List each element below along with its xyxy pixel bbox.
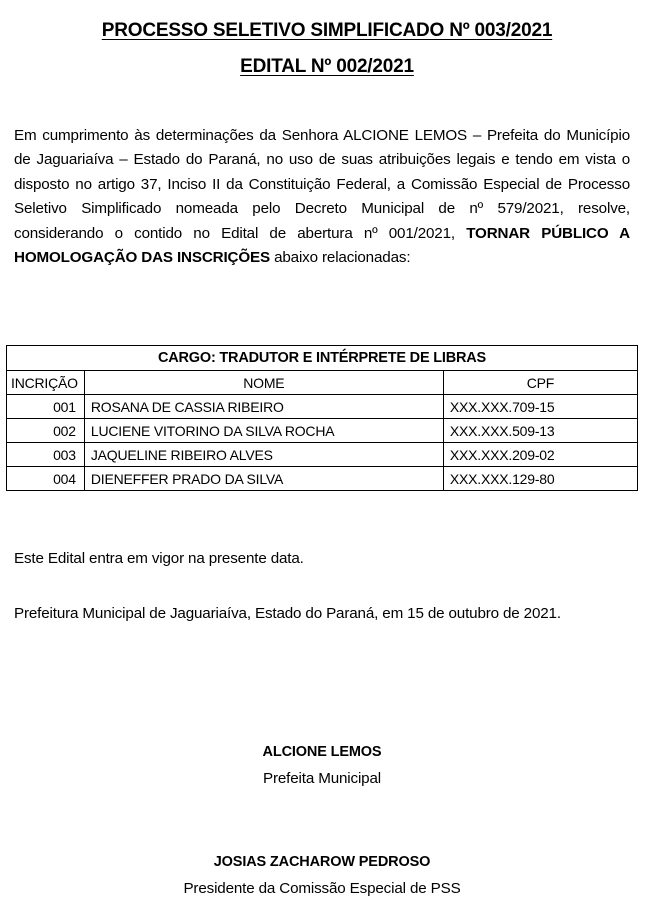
intro-text: Em cumprimento às determinações da Senhora ALCIONE LEMOS – Prefeita do Município de Jaguariaíva – Estado do Paraná, no uso de suas atribuições legais e tendo em vista o disposto no artigo 37, Inciso II da Constituição Federal, a Comissão Especial de Processo Seletivo Simplificado nomeada pelo Decreto Municipal de nº 579/2021, resolve, considerando o contido no Edital de abertura nº 001/2021, [14, 127, 630, 242]
cell-cpf: XXX.XXX.509-13 [443, 419, 637, 443]
cell-inscricao: 001 [7, 395, 85, 419]
edital-number-title: EDITAL Nº 002/2021 [240, 56, 414, 77]
table-row [7, 443, 638, 467]
place-and-date: Prefeitura Municipal de Jaguariaíva, Estado do Paraná, em 15 de outubro de 2021. [14, 605, 561, 622]
signatory-name: JOSIAS ZACHAROW PEDROSO [213, 854, 431, 870]
column-header-nome: NOME [84, 371, 443, 395]
cell-inscricao: 004 [7, 467, 85, 491]
registrations-table [6, 345, 638, 491]
table-row [7, 419, 638, 443]
cell-inscricao: 003 [7, 443, 85, 467]
column-header-cpf: CPF [443, 371, 637, 395]
cell-cpf: XXX.XXX.209-02 [443, 443, 637, 467]
intro-bold-text: TORNAR PÚBLICO A HOMOLOGAÇÃO DAS INSCRIÇÕES [14, 224, 630, 267]
cell-nome: LUCIENE VITORINO DA SILVA ROCHA [84, 419, 443, 443]
cell-cpf: XXX.XXX.129-80 [443, 467, 637, 491]
intro-paragraph [14, 124, 630, 270]
signatory-name: ALCIONE LEMOS [262, 744, 382, 760]
cell-inscricao: 002 [7, 419, 85, 443]
cell-nome: DIENEFFER PRADO DA SILVA [84, 467, 443, 491]
cell-nome: JAQUELINE RIBEIRO ALVES [84, 443, 443, 467]
signatory-role: Prefeita Municipal [262, 770, 381, 787]
signatory-role: Presidente da Comissão Especial de PSS [183, 880, 461, 897]
intro-text-end: abaixo relacionadas: [270, 249, 411, 267]
table-row [7, 395, 638, 419]
effective-date-statement: Este Edital entra em vigor na presente data. [14, 550, 304, 567]
table-header-row [7, 371, 638, 395]
table-caption: CARGO: TRADUTOR E INTÉRPRETE DE LIBRAS [7, 346, 638, 371]
cell-cpf: XXX.XXX.709-15 [443, 395, 637, 419]
table-row [7, 467, 638, 491]
table-caption-row [7, 346, 638, 371]
column-header-inscricao: INCRIÇÃO [7, 371, 85, 395]
cell-nome: ROSANA DE CASSIA RIBEIRO [84, 395, 443, 419]
document-title: PROCESSO SELETIVO SIMPLIFICADO Nº 003/2021 [101, 20, 553, 41]
